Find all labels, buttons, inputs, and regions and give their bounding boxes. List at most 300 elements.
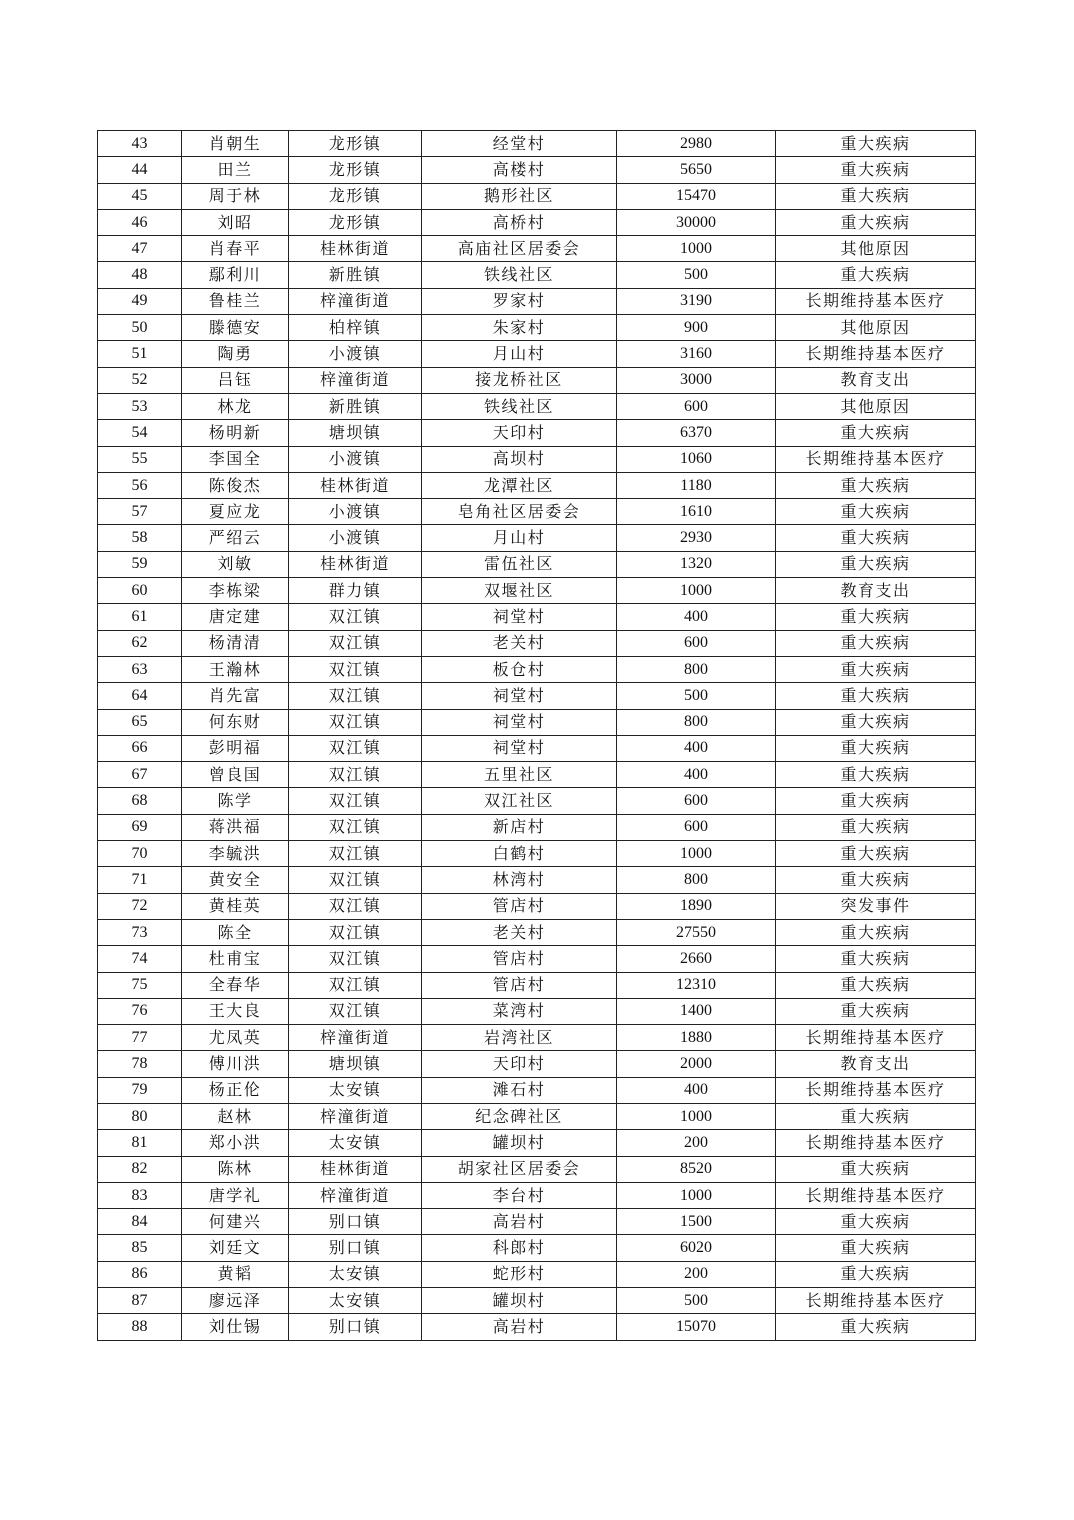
- cell-village: 双江社区: [422, 788, 617, 814]
- table-row: [98, 919, 976, 945]
- cell-number: 87: [98, 1288, 182, 1314]
- cell-town: 龙形镇: [289, 183, 422, 209]
- cell-number: 57: [98, 499, 182, 525]
- cell-name: 严绍云: [182, 525, 289, 551]
- cell-town: 双江镇: [289, 630, 422, 656]
- cell-reason: 重大疾病: [776, 630, 976, 656]
- cell-town: 别口镇: [289, 1209, 422, 1235]
- cell-town: 双江镇: [289, 604, 422, 630]
- cell-name: 刘仕锡: [182, 1314, 289, 1340]
- cell-town: 双江镇: [289, 709, 422, 735]
- cell-amount: 12310: [617, 972, 776, 998]
- cell-village: 管店村: [422, 946, 617, 972]
- cell-reason: 长期维持基本医疗: [776, 341, 976, 367]
- cell-reason: 长期维持基本医疗: [776, 1025, 976, 1051]
- cell-town: 双江镇: [289, 735, 422, 761]
- cell-name: 尤凤英: [182, 1025, 289, 1051]
- cell-reason: 长期维持基本医疗: [776, 446, 976, 472]
- cell-reason: 长期维持基本医疗: [776, 1077, 976, 1103]
- cell-amount: 500: [617, 683, 776, 709]
- cell-name: 曾良国: [182, 762, 289, 788]
- table-row: [98, 893, 976, 919]
- cell-number: 86: [98, 1261, 182, 1287]
- table-row: [98, 867, 976, 893]
- table-row: [98, 1235, 976, 1261]
- cell-town: 太安镇: [289, 1130, 422, 1156]
- cell-village: 老关村: [422, 919, 617, 945]
- cell-name: 陈全: [182, 919, 289, 945]
- cell-village: 经堂村: [422, 131, 617, 157]
- cell-number: 74: [98, 946, 182, 972]
- cell-number: 79: [98, 1077, 182, 1103]
- cell-village: 老关村: [422, 630, 617, 656]
- cell-name: 何建兴: [182, 1209, 289, 1235]
- cell-reason: 重大疾病: [776, 946, 976, 972]
- cell-number: 62: [98, 630, 182, 656]
- cell-amount: 1000: [617, 1182, 776, 1208]
- cell-number: 44: [98, 157, 182, 183]
- cell-name: 王大良: [182, 998, 289, 1024]
- cell-reason: 重大疾病: [776, 157, 976, 183]
- cell-number: 47: [98, 236, 182, 262]
- cell-name: 夏应龙: [182, 499, 289, 525]
- table-row: [98, 1156, 976, 1182]
- cell-amount: 1000: [617, 236, 776, 262]
- cell-village: 朱家村: [422, 315, 617, 341]
- table-row: [98, 393, 976, 419]
- cell-reason: 重大疾病: [776, 183, 976, 209]
- cell-amount: 500: [617, 1288, 776, 1314]
- table-row: [98, 1130, 976, 1156]
- cell-name: 刘昭: [182, 209, 289, 235]
- cell-reason: 重大疾病: [776, 814, 976, 840]
- cell-amount: 1180: [617, 472, 776, 498]
- cell-number: 68: [98, 788, 182, 814]
- cell-amount: 1000: [617, 841, 776, 867]
- cell-reason: 其他原因: [776, 315, 976, 341]
- cell-amount: 200: [617, 1130, 776, 1156]
- cell-village: 菜湾村: [422, 998, 617, 1024]
- cell-reason: 重大疾病: [776, 762, 976, 788]
- cell-number: 52: [98, 367, 182, 393]
- cell-town: 龙形镇: [289, 131, 422, 157]
- cell-name: 李国全: [182, 446, 289, 472]
- cell-number: 73: [98, 919, 182, 945]
- cell-name: 赵林: [182, 1103, 289, 1129]
- cell-village: 林湾村: [422, 867, 617, 893]
- table-row: [98, 1025, 976, 1051]
- cell-reason: 重大疾病: [776, 209, 976, 235]
- cell-amount: 400: [617, 762, 776, 788]
- cell-reason: 重大疾病: [776, 656, 976, 682]
- table-row: [98, 420, 976, 446]
- cell-town: 双江镇: [289, 972, 422, 998]
- cell-reason: 突发事件: [776, 893, 976, 919]
- cell-reason: 重大疾病: [776, 604, 976, 630]
- cell-town: 小渡镇: [289, 341, 422, 367]
- cell-amount: 400: [617, 604, 776, 630]
- cell-amount: 400: [617, 1077, 776, 1103]
- cell-town: 双江镇: [289, 683, 422, 709]
- cell-town: 双江镇: [289, 946, 422, 972]
- cell-town: 双江镇: [289, 656, 422, 682]
- cell-village: 高庙社区居委会: [422, 236, 617, 262]
- cell-town: 别口镇: [289, 1235, 422, 1261]
- table-row: [98, 315, 976, 341]
- cell-town: 桂林街道: [289, 551, 422, 577]
- cell-village: 双堰社区: [422, 578, 617, 604]
- cell-town: 小渡镇: [289, 499, 422, 525]
- cell-village: 祠堂村: [422, 604, 617, 630]
- cell-town: 龙形镇: [289, 209, 422, 235]
- cell-name: 肖朝生: [182, 131, 289, 157]
- cell-village: 胡家社区居委会: [422, 1156, 617, 1182]
- cell-number: 84: [98, 1209, 182, 1235]
- cell-reason: 重大疾病: [776, 1314, 976, 1340]
- cell-town: 双江镇: [289, 788, 422, 814]
- cell-village: 罐坝村: [422, 1288, 617, 1314]
- cell-amount: 2660: [617, 946, 776, 972]
- cell-village: 天印村: [422, 420, 617, 446]
- cell-name: 唐定建: [182, 604, 289, 630]
- records-table: [97, 130, 976, 1341]
- table-row: [98, 472, 976, 498]
- cell-name: 肖先富: [182, 683, 289, 709]
- cell-town: 双江镇: [289, 919, 422, 945]
- records-body: [98, 131, 976, 1341]
- cell-amount: 3000: [617, 367, 776, 393]
- cell-reason: 其他原因: [776, 236, 976, 262]
- table-row: [98, 525, 976, 551]
- cell-town: 柏梓镇: [289, 315, 422, 341]
- cell-reason: 长期维持基本医疗: [776, 1288, 976, 1314]
- cell-town: 塘坝镇: [289, 420, 422, 446]
- cell-name: 陈俊杰: [182, 472, 289, 498]
- cell-reason: 重大疾病: [776, 735, 976, 761]
- cell-amount: 1320: [617, 551, 776, 577]
- cell-village: 蛇形村: [422, 1261, 617, 1287]
- cell-village: 罐坝村: [422, 1130, 617, 1156]
- table-row: [98, 1182, 976, 1208]
- cell-name: 唐学礼: [182, 1182, 289, 1208]
- table-row: [98, 656, 976, 682]
- cell-town: 双江镇: [289, 893, 422, 919]
- cell-amount: 3160: [617, 341, 776, 367]
- cell-reason: 重大疾病: [776, 499, 976, 525]
- cell-name: 刘廷文: [182, 1235, 289, 1261]
- cell-village: 管店村: [422, 972, 617, 998]
- cell-name: 傅川洪: [182, 1051, 289, 1077]
- cell-village: 铁线社区: [422, 262, 617, 288]
- cell-name: 王瀚林: [182, 656, 289, 682]
- cell-number: 82: [98, 1156, 182, 1182]
- cell-amount: 1610: [617, 499, 776, 525]
- cell-amount: 600: [617, 814, 776, 840]
- cell-town: 小渡镇: [289, 525, 422, 551]
- cell-reason: 重大疾病: [776, 919, 976, 945]
- cell-town: 梓潼街道: [289, 367, 422, 393]
- cell-town: 新胜镇: [289, 262, 422, 288]
- table-row: [98, 262, 976, 288]
- cell-number: 54: [98, 420, 182, 446]
- cell-reason: 重大疾病: [776, 683, 976, 709]
- cell-amount: 1000: [617, 1103, 776, 1129]
- cell-town: 梓潼街道: [289, 288, 422, 314]
- cell-name: 蒋洪福: [182, 814, 289, 840]
- cell-reason: 重大疾病: [776, 972, 976, 998]
- cell-village: 白鹤村: [422, 841, 617, 867]
- cell-amount: 1880: [617, 1025, 776, 1051]
- cell-reason: 长期维持基本医疗: [776, 1130, 976, 1156]
- table-row: [98, 709, 976, 735]
- cell-amount: 30000: [617, 209, 776, 235]
- cell-name: 林龙: [182, 393, 289, 419]
- cell-amount: 500: [617, 262, 776, 288]
- cell-village: 高岩村: [422, 1209, 617, 1235]
- cell-village: 管店村: [422, 893, 617, 919]
- cell-reason: 重大疾病: [776, 998, 976, 1024]
- cell-town: 桂林街道: [289, 1156, 422, 1182]
- cell-village: 皂角社区居委会: [422, 499, 617, 525]
- cell-number: 45: [98, 183, 182, 209]
- cell-name: 陈学: [182, 788, 289, 814]
- cell-amount: 27550: [617, 919, 776, 945]
- cell-town: 新胜镇: [289, 393, 422, 419]
- table-row: [98, 183, 976, 209]
- table-row: [98, 209, 976, 235]
- cell-name: 田兰: [182, 157, 289, 183]
- cell-number: 78: [98, 1051, 182, 1077]
- cell-village: 岩湾社区: [422, 1025, 617, 1051]
- table-row: [98, 446, 976, 472]
- cell-name: 李毓洪: [182, 841, 289, 867]
- table-row: [98, 1051, 976, 1077]
- cell-number: 88: [98, 1314, 182, 1340]
- cell-reason: 重大疾病: [776, 262, 976, 288]
- table-row: [98, 604, 976, 630]
- cell-name: 刘敏: [182, 551, 289, 577]
- cell-number: 48: [98, 262, 182, 288]
- cell-reason: 重大疾病: [776, 788, 976, 814]
- cell-name: 何东财: [182, 709, 289, 735]
- cell-name: 黄桂英: [182, 893, 289, 919]
- cell-reason: 重大疾病: [776, 1235, 976, 1261]
- cell-reason: 教育支出: [776, 1051, 976, 1077]
- cell-village: 月山村: [422, 525, 617, 551]
- cell-number: 56: [98, 472, 182, 498]
- cell-village: 祠堂村: [422, 683, 617, 709]
- cell-village: 龙潭社区: [422, 472, 617, 498]
- cell-village: 高岩村: [422, 1314, 617, 1340]
- cell-town: 塘坝镇: [289, 1051, 422, 1077]
- cell-amount: 6370: [617, 420, 776, 446]
- cell-amount: 1000: [617, 578, 776, 604]
- cell-number: 75: [98, 972, 182, 998]
- cell-town: 小渡镇: [289, 446, 422, 472]
- cell-village: 新店村: [422, 814, 617, 840]
- cell-reason: 重大疾病: [776, 841, 976, 867]
- cell-name: 全春华: [182, 972, 289, 998]
- cell-number: 83: [98, 1182, 182, 1208]
- table-row: [98, 762, 976, 788]
- cell-amount: 400: [617, 735, 776, 761]
- cell-reason: 其他原因: [776, 393, 976, 419]
- cell-town: 桂林街道: [289, 472, 422, 498]
- cell-village: 板仓村: [422, 656, 617, 682]
- cell-town: 太安镇: [289, 1077, 422, 1103]
- cell-number: 67: [98, 762, 182, 788]
- cell-name: 杨清清: [182, 630, 289, 656]
- table-row: [98, 367, 976, 393]
- cell-town: 双江镇: [289, 841, 422, 867]
- cell-village: 滩石村: [422, 1077, 617, 1103]
- cell-town: 梓潼街道: [289, 1025, 422, 1051]
- cell-town: 双江镇: [289, 998, 422, 1024]
- table-row: [98, 683, 976, 709]
- cell-town: 群力镇: [289, 578, 422, 604]
- cell-amount: 5650: [617, 157, 776, 183]
- cell-number: 66: [98, 735, 182, 761]
- cell-reason: 长期维持基本医疗: [776, 288, 976, 314]
- cell-name: 黄韬: [182, 1261, 289, 1287]
- cell-number: 58: [98, 525, 182, 551]
- cell-village: 祠堂村: [422, 735, 617, 761]
- cell-town: 梓潼街道: [289, 1103, 422, 1129]
- cell-amount: 15070: [617, 1314, 776, 1340]
- table-row: [98, 735, 976, 761]
- table-row: [98, 236, 976, 262]
- cell-number: 69: [98, 814, 182, 840]
- cell-reason: 重大疾病: [776, 867, 976, 893]
- cell-reason: 重大疾病: [776, 420, 976, 446]
- cell-name: 杜甫宝: [182, 946, 289, 972]
- cell-number: 50: [98, 315, 182, 341]
- cell-village: 高桥村: [422, 209, 617, 235]
- cell-number: 76: [98, 998, 182, 1024]
- cell-name: 李栋梁: [182, 578, 289, 604]
- cell-number: 64: [98, 683, 182, 709]
- cell-village: 铁线社区: [422, 393, 617, 419]
- cell-town: 桂林街道: [289, 236, 422, 262]
- cell-name: 鄢利川: [182, 262, 289, 288]
- cell-village: 祠堂村: [422, 709, 617, 735]
- table-row: [98, 578, 976, 604]
- cell-amount: 600: [617, 393, 776, 419]
- cell-amount: 8520: [617, 1156, 776, 1182]
- cell-reason: 重大疾病: [776, 1156, 976, 1182]
- cell-town: 梓潼街道: [289, 1182, 422, 1208]
- table-row: [98, 630, 976, 656]
- cell-name: 陶勇: [182, 341, 289, 367]
- cell-number: 81: [98, 1130, 182, 1156]
- cell-number: 85: [98, 1235, 182, 1261]
- cell-amount: 1890: [617, 893, 776, 919]
- cell-town: 双江镇: [289, 867, 422, 893]
- cell-village: 李台村: [422, 1182, 617, 1208]
- cell-name: 吕钰: [182, 367, 289, 393]
- cell-amount: 15470: [617, 183, 776, 209]
- cell-number: 80: [98, 1103, 182, 1129]
- cell-name: 陈林: [182, 1156, 289, 1182]
- cell-village: 月山村: [422, 341, 617, 367]
- cell-village: 鹅形社区: [422, 183, 617, 209]
- cell-village: 接龙桥社区: [422, 367, 617, 393]
- cell-reason: 重大疾病: [776, 525, 976, 551]
- table-row: [98, 288, 976, 314]
- table-row: [98, 1261, 976, 1287]
- table-row: [98, 1288, 976, 1314]
- table-row: [98, 499, 976, 525]
- cell-reason: 重大疾病: [776, 1261, 976, 1287]
- table-row: [98, 131, 976, 157]
- table-row: [98, 841, 976, 867]
- cell-amount: 2980: [617, 131, 776, 157]
- cell-name: 滕德安: [182, 315, 289, 341]
- table-row: [98, 814, 976, 840]
- cell-village: 纪念碑社区: [422, 1103, 617, 1129]
- table-row: [98, 341, 976, 367]
- cell-amount: 3190: [617, 288, 776, 314]
- cell-reason: 教育支出: [776, 578, 976, 604]
- cell-amount: 800: [617, 867, 776, 893]
- cell-amount: 800: [617, 656, 776, 682]
- cell-name: 鲁桂兰: [182, 288, 289, 314]
- cell-name: 杨明新: [182, 420, 289, 446]
- cell-number: 51: [98, 341, 182, 367]
- table-row: [98, 1314, 976, 1340]
- cell-amount: 600: [617, 788, 776, 814]
- cell-amount: 2930: [617, 525, 776, 551]
- cell-amount: 900: [617, 315, 776, 341]
- cell-village: 罗家村: [422, 288, 617, 314]
- cell-town: 太安镇: [289, 1288, 422, 1314]
- cell-town: 别口镇: [289, 1314, 422, 1340]
- table-row: [98, 998, 976, 1024]
- cell-amount: 200: [617, 1261, 776, 1287]
- table-row: [98, 1103, 976, 1129]
- cell-name: 周于林: [182, 183, 289, 209]
- cell-town: 太安镇: [289, 1261, 422, 1287]
- table-row: [98, 157, 976, 183]
- table-row: [98, 946, 976, 972]
- cell-village: 高楼村: [422, 157, 617, 183]
- cell-number: 49: [98, 288, 182, 314]
- cell-reason: 重大疾病: [776, 1103, 976, 1129]
- cell-number: 77: [98, 1025, 182, 1051]
- cell-village: 雷伍社区: [422, 551, 617, 577]
- cell-village: 高坝村: [422, 446, 617, 472]
- cell-number: 61: [98, 604, 182, 630]
- cell-reason: 教育支出: [776, 367, 976, 393]
- cell-village: 五里社区: [422, 762, 617, 788]
- cell-town: 双江镇: [289, 814, 422, 840]
- cell-amount: 800: [617, 709, 776, 735]
- cell-number: 63: [98, 656, 182, 682]
- cell-amount: 6020: [617, 1235, 776, 1261]
- cell-reason: 重大疾病: [776, 1209, 976, 1235]
- cell-name: 肖春平: [182, 236, 289, 262]
- cell-name: 郑小洪: [182, 1130, 289, 1156]
- cell-amount: 600: [617, 630, 776, 656]
- cell-number: 71: [98, 867, 182, 893]
- cell-number: 53: [98, 393, 182, 419]
- cell-amount: 1060: [617, 446, 776, 472]
- cell-number: 55: [98, 446, 182, 472]
- cell-amount: 1400: [617, 998, 776, 1024]
- table-row: [98, 972, 976, 998]
- cell-number: 59: [98, 551, 182, 577]
- cell-number: 43: [98, 131, 182, 157]
